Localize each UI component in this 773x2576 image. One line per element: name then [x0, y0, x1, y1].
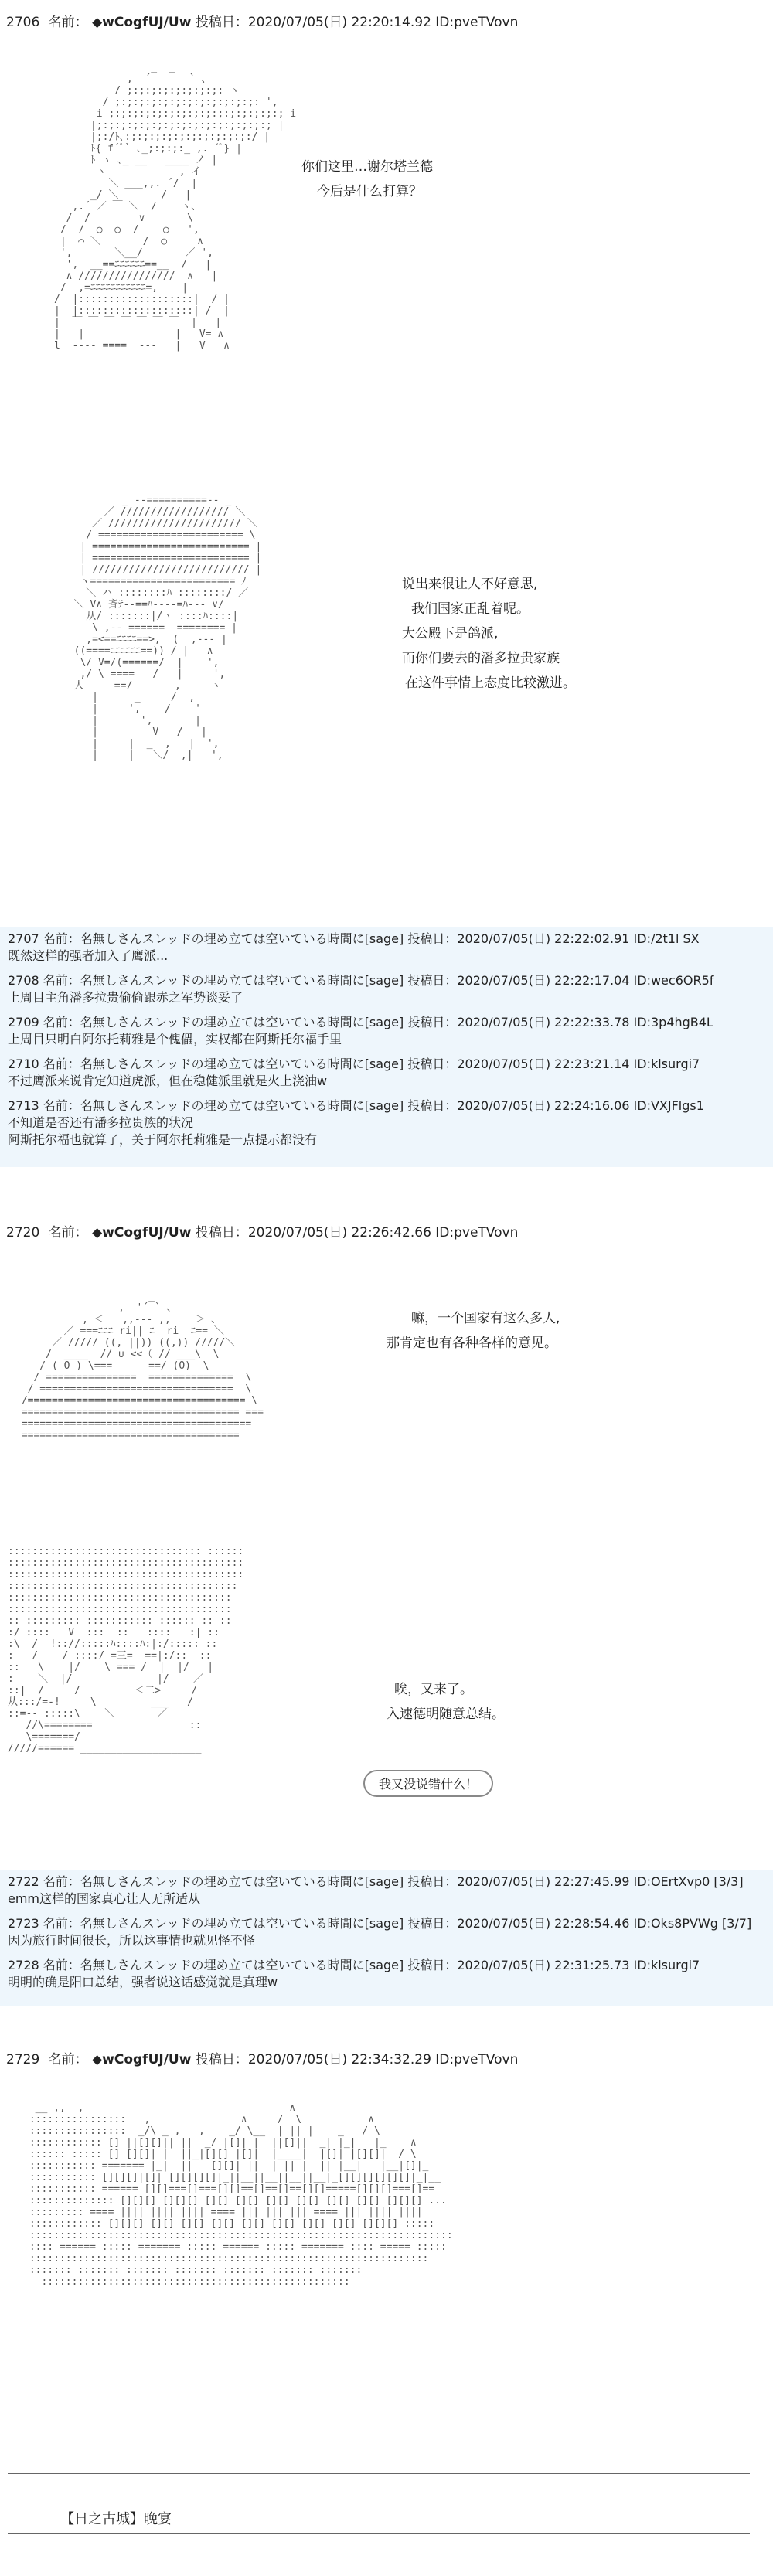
reply-2722: 2722 名前：名無しさんスレッドの埋め立ては空いている時間に[sage] 投稿日：2020/07/05(日) 22:27:45.99 ID:OErtXvp0 [3/3] emm这样的国家真心让人无所适从 — [8, 1874, 744, 1906]
reply-2709: 2709 名前：名無しさんスレッドの埋め立ては空いている時間に[sage] 投稿日：2020/07/05(日) 22:22:33.78 ID:3p4hgB4L 上周目只明白阿尔托莉雅是个傀儡，实权都在阿斯托尔福手里 — [8, 1015, 713, 1046]
dialog-block-1 — [301, 155, 433, 204]
dialog-line: 入速德明随意总结。 — [386, 1707, 505, 1722]
dialog-line: 嘛，一个国家有这么多人, — [411, 1311, 560, 1326]
dialog-block-3 — [386, 1306, 560, 1356]
reply-2707: 2707 名前：名無しさんスレッドの埋め立ては空いている時間に[sage] 投稿日：2020/07/05(日) 22:22:02.91 ID:/2t1l SX 既然这样的强者加入了鹰派... — [8, 931, 700, 963]
reply-group-2 — [0, 1870, 773, 2006]
reply-2728: 2728 名前：名無しさんスレッドの埋め立ては空いている時間に[sage] 投稿日：2020/07/05(日) 22:31:25.73 ID:klsurgi7 明明的确是阳口总结，强者说这话感觉就是真理w — [8, 1958, 700, 1989]
dialog-line: 在这件事情上态度比较激进。 — [405, 675, 576, 691]
dialog-block-2 — [402, 572, 576, 696]
ascii-art-shadow-character: :::::::::::::::::::::::::::::::: :::::: ::::::::::::::::::::::::::::::::::::::: ::::::::::::::::::::::::::::::::::::::: :::::::::::::::::::::::::::::::::::::: ::::::::::::::::::::::::::::::::::::: ::::::::::::::::::::::::::::::::::::: :: ::::::::: ::::::::::: :::::: :: :: :/ :::: V ::: :: :::: :| :: :\ / !:://:::::ﾊ::::ﾊ:|:/::::: :: : / / ::::/ =三= ==|:/:: :: :: \ |/ \ === / | |/ | : ＼ |/ |/ ／ ::| / / ＜二> / 从:::/=-! \ ___ / ::=-- :::::\ ＼ ／ //\======== :: \=======/ /////====== ____________________ — [8, 1546, 244, 1754]
dialog-line: 大公殿下是鸽派, — [402, 626, 499, 641]
dialog-line: 唉，又来了。 — [394, 1682, 473, 1697]
divider-line-bottom — [8, 2533, 750, 2534]
ascii-art-hat-character: _ , '´ ` 、 , ＜ ,,--- ,, ＞ 、 ／ ===ﾆﾆﾆ ri|| ﾆ ri ﾆ== ＼ ／ ///// ((, ||)) ((,)) /////＼ / ____ // ∪ <<（ // ___\ \ / ( O ) \=== ==/ (O) \ / =============== ============== \ / ================================ \ /==================================== \ ==================================== === ====================================== ==================================== — [21, 1291, 264, 1441]
reply-2708: 2708 名前：名無しさんスレッドの埋め立ては空いている時間に[sage] 投稿日：2020/07/05(日) 22:22:17.04 ID:wec6OR5f 上周目主角潘多拉贵偷偷跟赤之军势谈妥了 — [8, 973, 714, 1005]
speech-bubble: 我又没说错什么！ — [363, 1770, 493, 1797]
post-header-2706: 2706 名前： ◆wCogfUJ/Uw 投稿日：2020/07/05(日) 22:20:14.92 ID:pveTVovn — [6, 15, 519, 30]
post-header-2720: 2720 名前： ◆wCogfUJ/Uw 投稿日：2020/07/05(日) 22:26:42.66 ID:pveTVovn — [6, 1225, 519, 1240]
dialog-line: 今后是什么打算？ — [317, 184, 422, 199]
ascii-art-veiled-figure: _ --==========-- _ ／ ////////////////// ＼ ／ ////////////////////// ＼ / ======================== \ | ========================== | | ========================== | | ////////////////////////// | ヽ======================== ﾉ ＼ ハ ::::::::ﾊ ::::::::/ ／ ＼ V∧ 斉ﾃ--==ﾊ----=ﾊ--- ∨/ 从/ :::::::|/ヽ ::::ﾊ::::| \ ,-- ====== ======== | ,=<==ﾆﾆﾆﾆ==>, ( ,--- | ((====ﾆﾆﾆﾆﾆﾆ==)) / | ∧ \/ V=/(======/ | ', ,/ \ ==== / | ', 人 ==/ , ヽ | _ / , | ', / ' | ', | | V / | | | _ , | ', | | ＼/ ,| ', — [73, 495, 262, 761]
dialog-line: 你们这里…谢尔塔兰德 — [301, 159, 433, 175]
reply-group-1 — [0, 927, 773, 1167]
reply-2710: 2710 名前：名無しさんスレッドの埋め立ては空いている時間に[sage] 投稿日：2020/07/05(日) 22:23:21.14 ID:klsurgi7 不过鹰派来说肯定知道虎派，但在稳健派里就是火上浇油w — [8, 1057, 700, 1088]
dialog-line: 那肯定也有各种各样的意见。 — [386, 1336, 557, 1351]
post-header-2729: 2729 名前： ◆wCogfUJ/Uw 投稿日：2020/07/05(日) 22:34:32.29 ID:pveTVovn — [6, 2052, 519, 2067]
scene-caption: 【日之古城】晚宴 — [60, 2511, 172, 2527]
ascii-art-castle: __ ,, , ∧ :::::::::::::::: , ∧ / \ ∧ :::::::::::::::: _/\ _ , , _/ \__ | || | _ / \ :::::::::::: [] ||[][]|| || _/ |[]| | ||[]|| _| |_| |_ ∧ :::::: ::::: [] [][]| | ||_|[][] |[]| |____| |[]| |[][]| / \ ::::::::::: ======= |_| || [][]| || | || | || |__| |__|[]|_ ::::::::::: [][][]|[]| [][][][]|_||__||__||__||__|_[][][][][][]|_|__ ::::::::::: ====== [][]===[]===[][]==[]==[]==[][]=====[][][]===[]== :::::::::::::: [][][] [][][] [][] [][] [][] [][] [][] [][] [][][] ... ::::::::: ==== |||| |||| |||| ==== ||| ||| ||| ==== ||| |||| |||| :::::::::::: [][][] [][] [][] [][] [][] [][] [][] [][] [][][] ::::: :::::::::::::::::::::::::::::::::::::::::::::::::::::::::::::::::::::: :::: ====== ::::: ======= ::::: ====== ::::: ======= :::: ===== ::::: :::::::::::::::::::::::::::::::::::::::::::::::::::::::::::::::::: ::::::: ::::::: ::::::: ::::::: ::::::: ::::::: ::::::: ::::::::::::::::::::::::::::::::::::::::::::::::::: — [29, 2102, 453, 2288]
dialog-line: 而你们要去的潘多拉贵家族 — [402, 651, 560, 666]
ascii-art-warrior: _ _ , ´ ￣ ￣ ` 、 / ;:;:;:;:;:;:;:;: ヽ / ;:;:;:;:;:;:;:;:;:;:;:;: ', i ;:;:;:;:;:;:;:;:;:;:;:;:;:;:; i |;:;:;:;:;:;:;:;:;:;:;:;:;:;:; | |;:/ﾄ､:;:;:;:;:;:;:;:;:;:;:/ | ﾄ{ f´ﾟ` ､_;:;:;:_ ,. ´ﾟ} | ﾄ ヽ ､_ __ ____ ノ | ヽ , イ ＼ ___,,. ´/ | _/ ＼ / | ,.´ ／ ￣ ＼ / ヽ、 / / ∨ \ / / ○ ○ / ○ ', | ⌒ ＼ / ○ ∧ ', ＼__/ ／ ', ', __==ﾆﾆﾆﾆﾆﾆ==__ / | ∧ //////////////// ∧ | / ,=ﾆﾆﾆﾆﾆﾆﾆﾆﾆﾆﾆ=, | / |:::::::::::::::::::| / | | |:::::::::::::::::::| / | | ￣ ￣ ￣ ￣ ￣ ￣ ￣ | | | | | V= ∧ l ---- ==== --- | V ∧ — [54, 62, 297, 352]
reply-2723: 2723 名前：名無しさんスレッドの埋め立ては空いている時間に[sage] 投稿日：2020/07/05(日) 22:28:54.46 ID:Oks8PVWg [3/7] 因为旅行时间很长，所以这事情也就见怪不怪 — [8, 1916, 752, 1948]
dialog-block-4 — [386, 1677, 505, 1727]
dialog-line: 我们国家正乱着呢。 — [411, 601, 530, 617]
divider-line — [8, 2473, 750, 2474]
reply-2713: 2713 名前：名無しさんスレッドの埋め立ては空いている時間に[sage] 投稿日：2020/07/05(日) 22:24:16.06 ID:VXJFlgs1 不知道是否还有潘多拉贵族的状况 阿斯托尔福也就算了，关于阿尔托莉雅是一点提示都没有 — [8, 1098, 704, 1147]
dialog-line: 说出来很让人不好意思, — [402, 577, 538, 592]
